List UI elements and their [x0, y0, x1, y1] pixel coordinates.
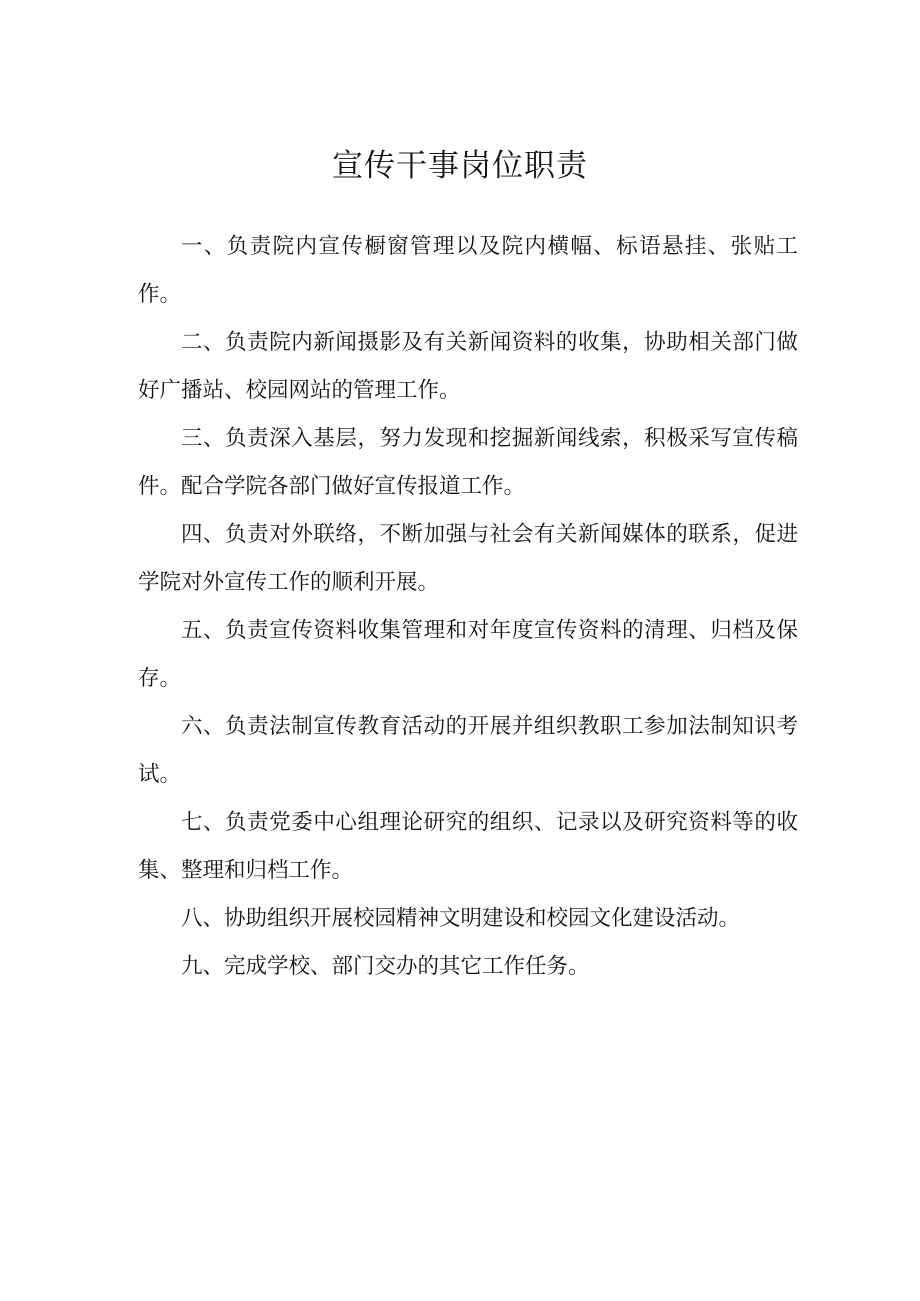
- duty-item-1: 一、负责院内宣传橱窗管理以及院内横幅、标语悬挂、张贴工作。: [138, 234, 798, 307]
- duty-item-7: 七、负责党委中心组理论研究的组织、记录以及研究资料等的收集、整理和归档工作。: [138, 810, 798, 883]
- duty-item-5: 五、负责宣传资料收集管理和对年度宣传资料的清理、归档及保存。: [138, 618, 798, 691]
- duty-item-2: 二、负责院内新闻摄影及有关新闻资料的收集，协助相关部门做好广播站、校园网站的管理工作。: [138, 330, 798, 403]
- duty-item-4: 四、负责对外联络，不断加强与社会有关新闻媒体的联系，促进学院对外宣传工作的顺利开展。: [138, 522, 798, 595]
- duty-item-8: 八、协助组织开展校园精神文明建设和校园文化建设活动。: [181, 906, 741, 931]
- duty-item-6: 六、负责法制宣传教育活动的开展并组织教职工参加法制知识考试。: [138, 714, 798, 787]
- duty-item-9: 九、完成学校、部门交办的其它工作任务。: [181, 954, 590, 979]
- duty-item-3: 三、负责深入基层，努力发现和挖掘新闻线索，积极采写宣传稿件。配合学院各部门做好宣传报道工作。: [138, 426, 798, 499]
- document-title: 宣传干事岗位职责: [332, 148, 588, 184]
- duty-list: [138, 223, 798, 991]
